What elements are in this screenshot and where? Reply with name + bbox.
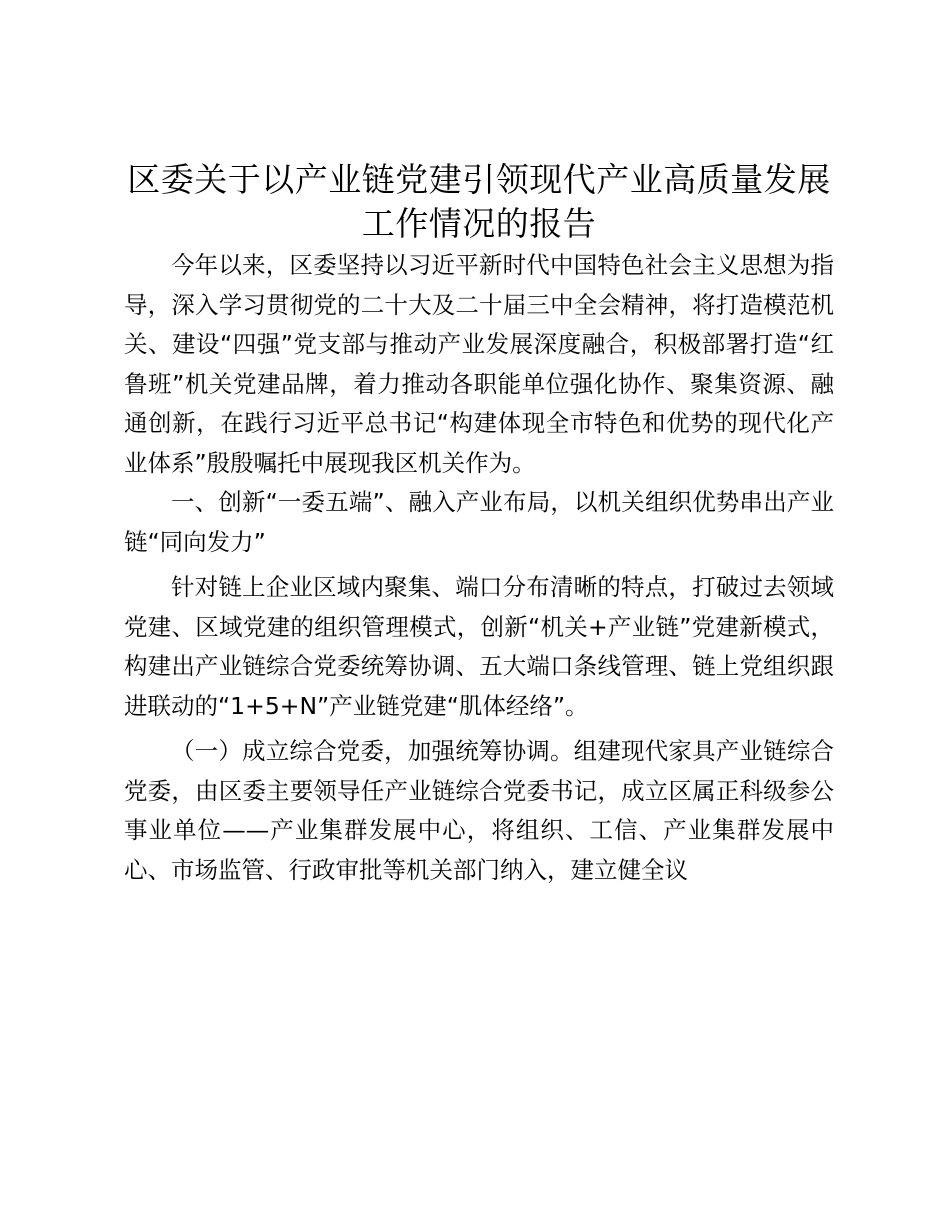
document-body <box>124 246 834 890</box>
document-title: 区委关于以产业链党建引领现代产业高质量发展工作情况的报告 <box>127 160 831 243</box>
paragraph-section-1: 针对链上企业区域内聚集、端口分布清晰的特点，打破过去领域党建、区域党建的组织管理模式，创新“机关+产业链”党建新模式，构建出产业链综合党委统筹协调、五大端口条线管理、链上党组织跟进联动的“1+5+N”产业链党建“肌体经络”。 <box>124 573 834 720</box>
paragraph-subsection-1: （一）成立综合党委，加强统筹协调。组建现代家具产业链综合党委，由区委主要领导任产业链综合党委书记，成立区属正科级参公事业单位——产业集群发展中心，将组织、工信、产业集群发展中心、市场监管、行政审批等机关部门纳入，建立健全议 <box>124 737 834 884</box>
section-heading-1: 一、创新“一委五端”、融入产业布局，以机关组织优势串出产业链“同向发力” <box>124 488 834 556</box>
document-page <box>124 158 834 890</box>
paragraph-intro: 今年以来，区委坚持以习近平新时代中国特色社会主义思想为指导，深入学习贯彻党的二十大及二十届三中全会精神，将打造模范机关、建设“四强”党支部与推动产业发展深度融合，积极部署打造“红鲁班”机关党建品牌，着力推动各职能单位强化协作、聚集资源、融通创新，在践行习近平总书记“构建体现全市特色和优势的现代化产业体系”殷殷嘱托中展现我区机关作为。 <box>124 251 834 477</box>
